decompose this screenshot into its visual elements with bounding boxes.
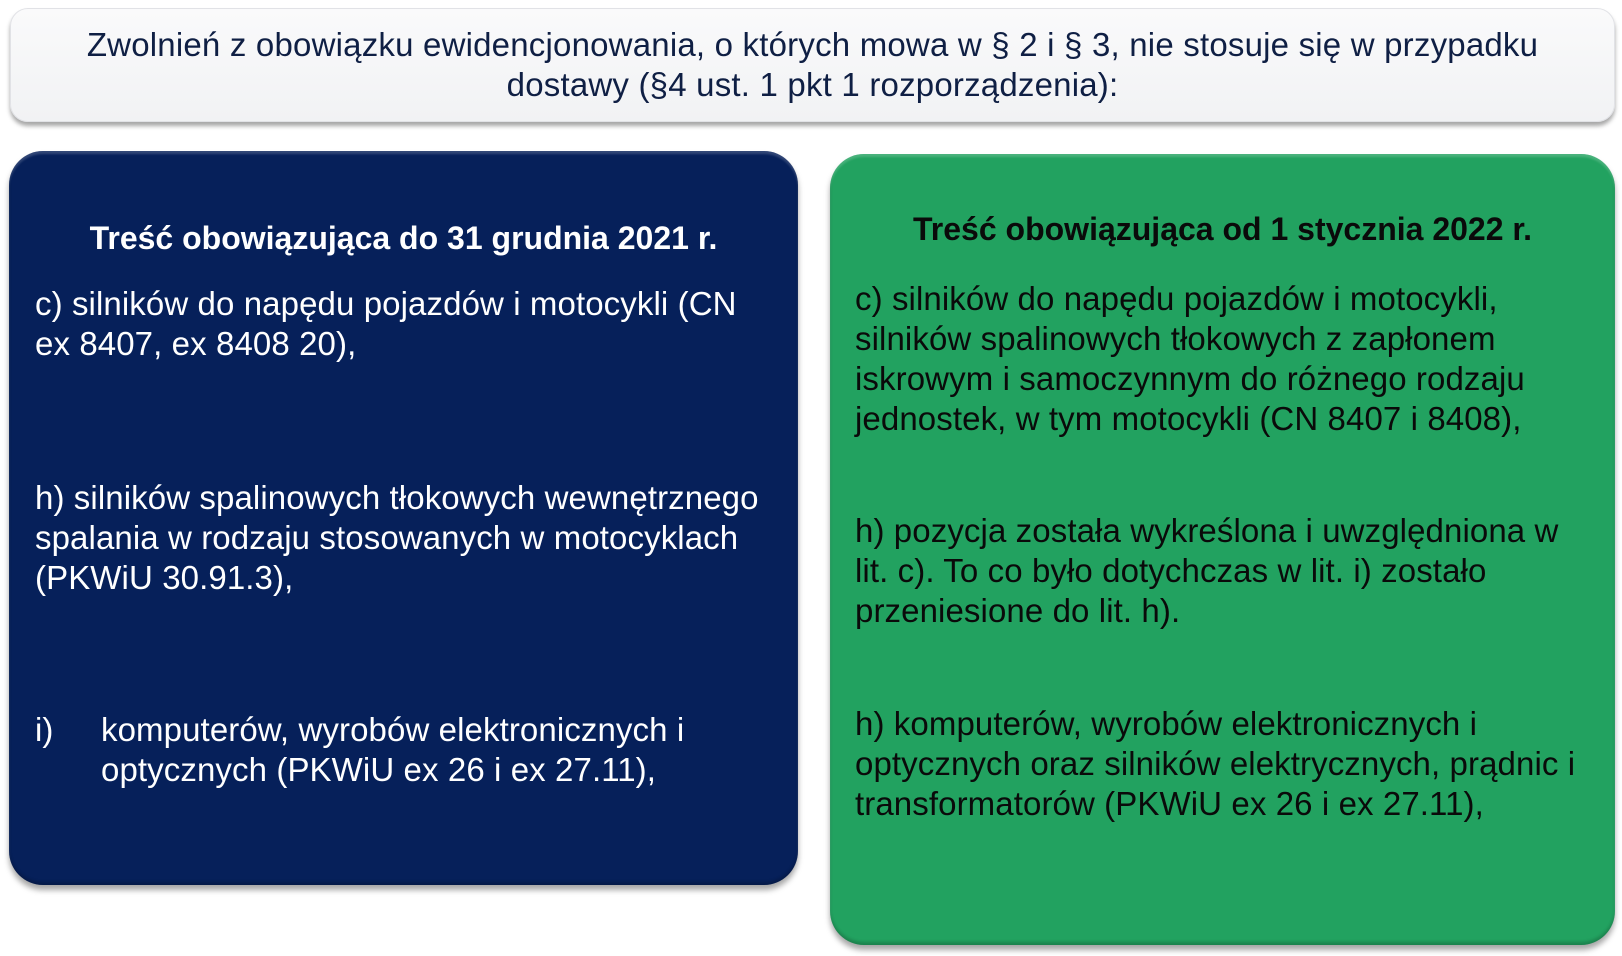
right-item-h-new: h) komputerów, wyrobów elektronicznych i optycznych oraz silników elektrycznych, prądnic i transformatorów (PKWiU ex 26 i ex 27.11), — [855, 705, 1576, 822]
panel-from-2022 — [830, 154, 1615, 945]
left-item-i-marker: i) — [35, 711, 54, 748]
left-item-i-text: komputerów, wyrobów elektronicznych i optycznych (PKWiU ex 26 i ex 27.11), — [101, 711, 685, 788]
right-item-c: c) silników do napędu pojazdów i motocykli, silników spalinowych tłokowych z zapłonem iskrowym i samoczynnym do różnego rodzaju jednostek, w tym motocykli (CN 8407 i 8408), — [855, 280, 1525, 437]
header-box — [10, 8, 1615, 122]
left-item-c: c) silników do napędu pojazdów i motocykli (CN ex 8407, ex 8408 20), — [35, 285, 737, 362]
panel-until-2021 — [9, 151, 798, 885]
left-item-h: h) silników spalinowych tłokowych wewnętrznego spalania w rodzaju stosowanych w motocyklach (PKWiU 30.91.3), — [35, 479, 759, 596]
panel-title-from-2022: Treść obowiązująca od 1 stycznia 2022 r. — [913, 211, 1532, 247]
header-text: Zwolnień z obowiązku ewidencjonowania, o których mowa w § 2 i § 3, nie stosuje się w przypadku dostawy (§4 ust. 1 pkt 1 rozporządzenia): — [86, 26, 1539, 103]
panel-title-until-2021: Treść obowiązująca do 31 grudnia 2021 r. — [89, 220, 718, 256]
left-item-i — [35, 710, 778, 790]
right-item-h-removed: h) pozycja została wykreślona i uwzględniona w lit. c). To co było dotychczas w lit. i) zostało przeniesione do lit. h). — [855, 512, 1559, 629]
